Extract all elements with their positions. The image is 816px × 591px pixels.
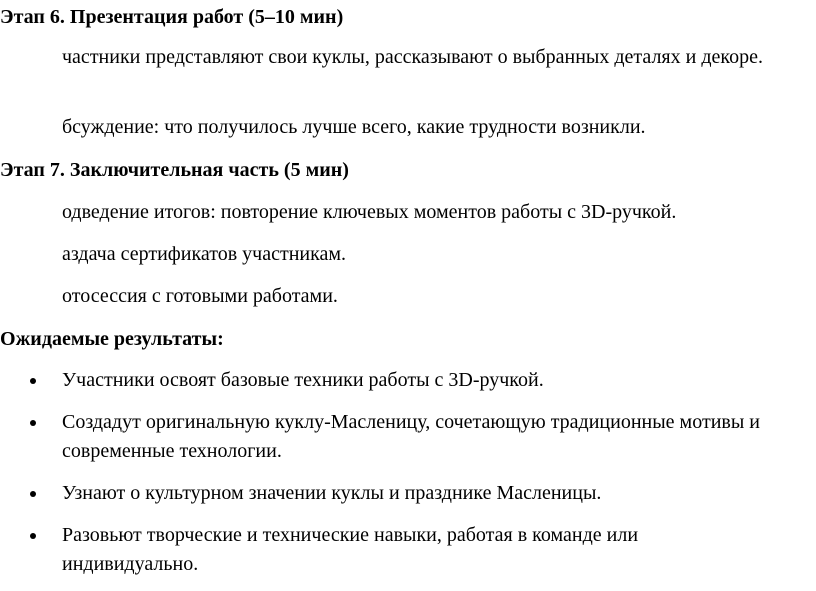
stage6-paragraph-1: частники представляют свои куклы, рассказывают о выбранных деталях и декоре. xyxy=(62,46,763,68)
results-item-text: Участники освоят базовые техники работы с 3D-ручкой. xyxy=(62,369,544,391)
results-item-text: Узнают о культурном значении куклы и празднике Масленицы. xyxy=(62,482,602,504)
stage6-paragraph-2: бсуждение: что получилось лучше всего, какие трудности возникли. xyxy=(62,116,646,138)
results-item-text: Разовьют творческие и технические навыки, работая в команде или индивидуально. xyxy=(62,524,639,575)
results-heading: Ожидаемые результаты: xyxy=(0,328,224,350)
stage6-heading: Этап 6. Презентация работ (5–10 мин) xyxy=(0,6,344,28)
stage7-paragraph-1: одведение итогов: повторение ключевых моментов работы с 3D-ручкой. xyxy=(62,201,677,223)
bullet-icon xyxy=(30,420,36,426)
stage7-paragraph-2: аздача сертификатов участникам. xyxy=(62,243,347,265)
bullet-icon xyxy=(30,533,36,539)
bullet-icon xyxy=(30,491,36,497)
stage7-heading: Этап 7. Заключительная часть (5 мин) xyxy=(0,159,349,181)
results-item-text: Создадут оригинальную куклу-Масленицу, сочетающую традиционные мотивы и современные технологии. xyxy=(62,411,760,462)
stage7-paragraph-3: отосессия с готовыми работами. xyxy=(62,285,338,307)
bullet-icon xyxy=(30,378,36,384)
